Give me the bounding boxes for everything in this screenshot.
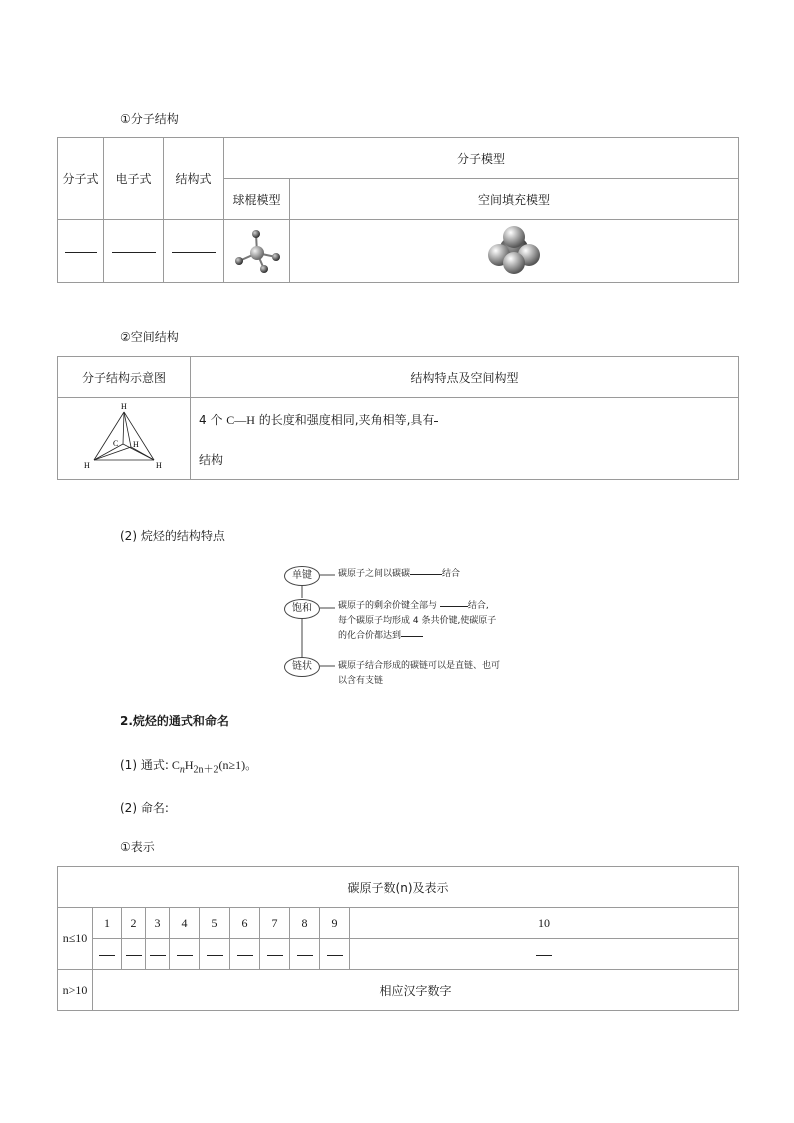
- tetra-h-right: H: [156, 461, 162, 470]
- num-3: 3: [146, 908, 170, 939]
- node-single-bond: 单键: [284, 566, 320, 586]
- alkane-features-heading: (2) 烷烃的结构特点: [120, 529, 225, 543]
- header-features: 结构特点及空间构型: [191, 357, 739, 398]
- tetra-c: C: [113, 439, 119, 448]
- naming-label: (2) 命名:: [120, 801, 169, 815]
- row-label-gt10: n>10: [58, 970, 93, 1011]
- ball-stick-model-icon: [229, 225, 285, 275]
- header-formula: 分子式: [58, 138, 104, 220]
- blank-9: [320, 939, 350, 970]
- structure-features-cell: [191, 398, 739, 480]
- blank-formula: [58, 220, 104, 283]
- space-fill-model-icon: [484, 223, 544, 277]
- num-9: 9: [320, 908, 350, 939]
- blank-8: [290, 939, 320, 970]
- features-line1: 4 个 C—H 的长度和强度相同,夹角相等,具有: [199, 411, 738, 428]
- tetrahedron-icon: [79, 400, 169, 474]
- header-ball-stick: 球棍模型: [224, 179, 290, 220]
- space-fill-model-image: [290, 220, 739, 283]
- blank-4: [170, 939, 200, 970]
- tetra-h-mid: H: [133, 440, 139, 449]
- molecular-structure-caption: ①分子结构: [120, 112, 179, 126]
- tetra-h-top: H: [121, 402, 127, 411]
- num-4: 4: [170, 908, 200, 939]
- single-bond-text: 碳原子之间以碳碳 结合: [338, 569, 461, 579]
- gt10-value: 相应汉字数字: [93, 970, 739, 1011]
- num-6: 6: [230, 908, 260, 939]
- header-structural: 结构式: [164, 138, 224, 220]
- represent-label: ①表示: [120, 840, 155, 854]
- ball-stick-model-image: [224, 220, 290, 283]
- num-10: 10: [350, 908, 739, 939]
- num-5: 5: [200, 908, 230, 939]
- spatial-structure-caption: ②空间结构: [120, 330, 179, 344]
- carbon-table-title: 碳原子数(n)及表示: [58, 867, 739, 908]
- header-model: 分子模型: [224, 138, 739, 179]
- num-2: 2: [122, 908, 146, 939]
- naming-heading: 2.烷烃的通式和命名: [120, 714, 229, 728]
- molecular-structure-table: [57, 137, 739, 283]
- blank-electronic: [104, 220, 164, 283]
- chain-text: 碳原子结合形成的碳链可以是直链、也可 以含有支链: [338, 661, 501, 686]
- blank-1: [93, 939, 122, 970]
- features-line2: 结构: [199, 453, 224, 467]
- num-7: 7: [260, 908, 290, 939]
- general-formula-line: (1) 通式: $C_nH_{2n+2}(n\ge 1)$。: [120, 758, 258, 776]
- carbon-number-table: [57, 866, 739, 1011]
- blank-structural: [164, 220, 224, 283]
- blank-6: [230, 939, 260, 970]
- node-chain: 链状: [284, 657, 320, 677]
- header-space-fill: 空间填充模型: [290, 179, 739, 220]
- num-8: 8: [290, 908, 320, 939]
- header-diagram: 分子结构示意图: [58, 357, 191, 398]
- header-electronic: 电子式: [104, 138, 164, 220]
- saturated-text: 碳原子的剩余价键全部与 结合, 每个碳原子均形成 4 条共价键,使碳原子 的化合价都达到: [338, 601, 497, 641]
- tetrahedron-diagram: [58, 398, 191, 480]
- blank-5: [200, 939, 230, 970]
- num-1: 1: [93, 908, 122, 939]
- node-saturated: 饱和: [284, 599, 320, 619]
- blank-2: [122, 939, 146, 970]
- blank-7: [260, 939, 290, 970]
- blank-10: [350, 939, 739, 970]
- row-label-le10: n≤10: [58, 908, 93, 970]
- spatial-structure-table: [57, 356, 739, 480]
- blank-3: [146, 939, 170, 970]
- tetra-h-left: H: [84, 461, 90, 470]
- ch-bond: C—H: [226, 413, 255, 427]
